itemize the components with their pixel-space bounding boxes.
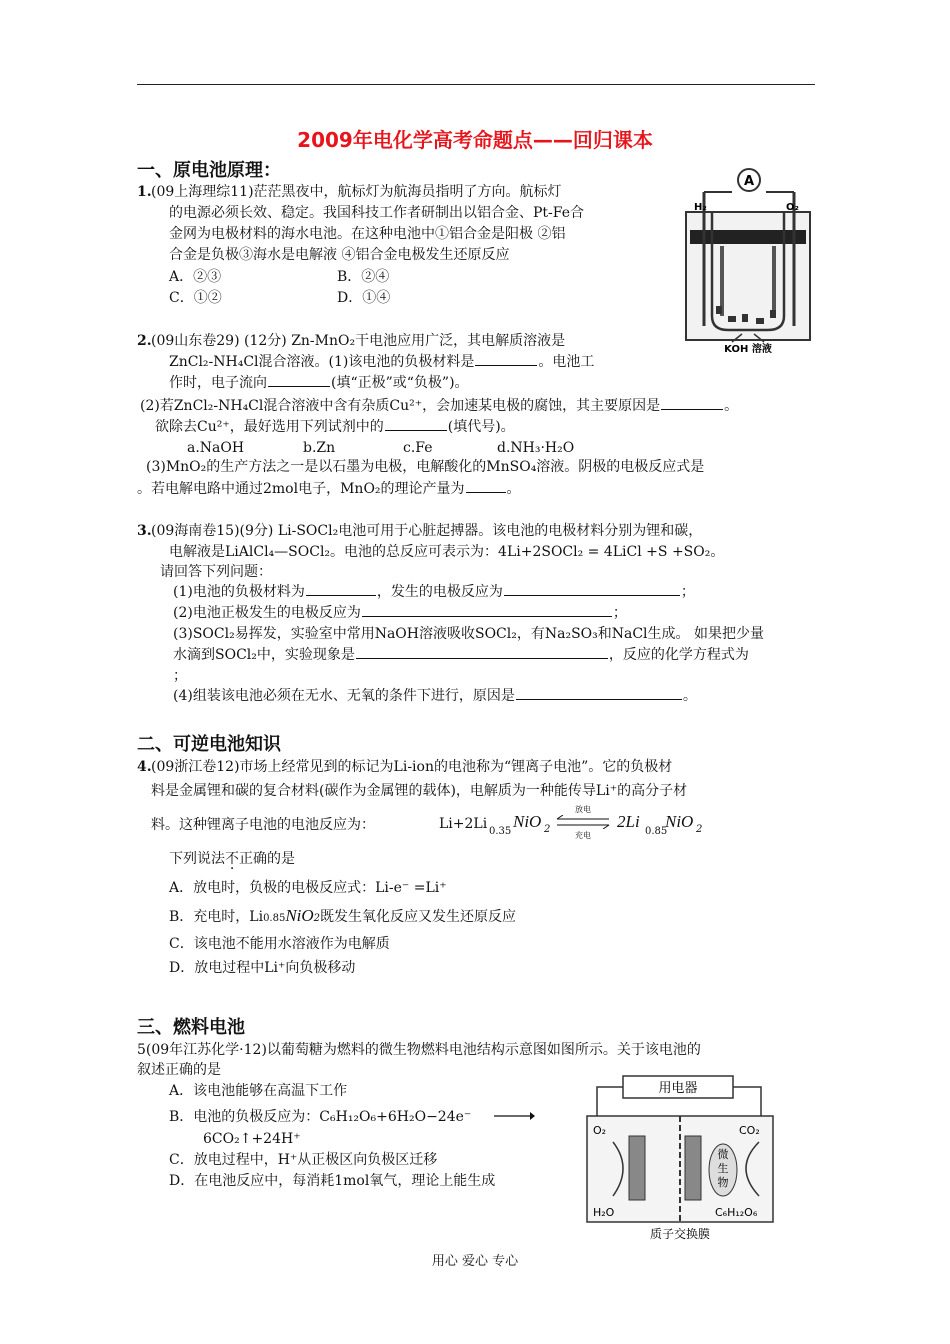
option-b: B．电池的负极反应为：C₆H₁₂O₆+6H₂O−24e⁻ <box>169 1109 472 1125</box>
q2-line: 作时，电子流向 (填“正极”或“负极”)。 <box>169 375 469 391</box>
o2-label: O₂ <box>593 1124 607 1137</box>
q5-line: 5(09年江苏化学·12)以葡萄糖为燃料的微生物燃料电池结构示意图如图所示。关于该电池的 <box>137 1042 701 1058</box>
q4-line: 料。这种锂离子电池的电池反应为： <box>151 817 375 833</box>
option-d: D．放电过程中Li⁺向负极移动 <box>169 960 356 976</box>
glucose-label: C₆H₁₂O₆ <box>715 1206 758 1219</box>
option-d: D．在电池反应中，每消耗1mol氧气，理论上能生成 <box>169 1173 496 1189</box>
eq-nio: NiO <box>513 812 542 831</box>
q2-line: 欲除去Cu²⁺，最好选用下列试剂中的 (填代号)。 <box>155 419 515 435</box>
option-c: c.Fe <box>403 440 433 456</box>
q3-line: ； <box>173 668 187 684</box>
option-b: B．②④ <box>337 269 390 285</box>
option-b-continued: 6CO₂↑+24H⁺ <box>203 1131 301 1147</box>
option-c: C．①② <box>169 290 222 306</box>
q3-line: 电解液是LiAlCl₄—SOCl₂。电池的总反应可表示为：4Li+2SOCl₂ = 4LiCl +S +SO₂。 <box>169 544 725 560</box>
h2-label: H₂ <box>694 202 707 213</box>
q5-line: 叙述正确的是 <box>137 1062 221 1078</box>
option-d: d.NH₃·H₂O <box>497 440 575 456</box>
o2-label: O₂ <box>786 202 799 213</box>
q1-line: 金网为电极材料的海水电池。在这种电池中①铝合金是阳极 ②铝 <box>169 226 566 242</box>
q1-line: 的电源必须长效、稳定。我国科技工作者研制出以铝合金、Pt-Fe合 <box>169 205 585 221</box>
section-heading-1: 一、原电池原理： <box>137 160 281 181</box>
q4-line: 料是金属锂和碳的复合材料(碳作为金属锂的载体)，电解质为一种能传导Li⁺的高分子材 <box>151 783 688 799</box>
q3-line: (4)组装该电池必须在无水、无氧的条件下进行，原因是 。 <box>173 688 697 704</box>
koh-label: KOH 溶液 <box>724 344 772 354</box>
option-d: D．①④ <box>337 290 391 306</box>
q2-line: ZnCl₂-NH₄Cl混合溶液。(1)该电池的负极材料是 。电池工 <box>169 354 595 370</box>
q1-line: 合金是负极③海水是电解液 ④铝合金电极发生还原反应 <box>169 247 510 263</box>
question-number: 1. <box>137 184 152 200</box>
q2-line: (09山东卷29) (12分) Zn-MnO₂干电池应用广泛，其电解质溶液是 <box>151 333 566 349</box>
reversible-arrow-icon <box>553 815 613 829</box>
option-a: A．放电时，负极的电极反应式：Li-e⁻ =Li⁺ <box>169 880 447 896</box>
option-a: A．该电池能够在高温下工作 <box>169 1083 348 1099</box>
q3-line: (09海南卷15)(9分) Li-SOCl₂电池可用于心脏起搏器。该电池的电极材料分别为锂和碳， <box>151 523 703 539</box>
fuel-cell-figure <box>682 166 814 354</box>
option-a: a.NaOH <box>187 440 245 456</box>
section-heading-3: 三、燃料电池 <box>137 1017 245 1038</box>
q2-line: 。若电解电路中通过2mol电子，MnO₂的理论产量为 。 <box>137 481 521 497</box>
question-number: 3. <box>137 523 152 539</box>
eq-charge-label: 充电 <box>575 831 591 840</box>
beaker-lid <box>690 230 806 244</box>
microbial-fuel-cell-figure <box>583 1072 777 1242</box>
co2-label: CO₂ <box>739 1124 760 1137</box>
h2o-label: H₂O <box>593 1206 615 1219</box>
anode <box>685 1136 701 1200</box>
option-b: B．充电时，Li0.85NiO2既发生氧化反应又发生还原反应 <box>169 906 517 925</box>
eq-sub1: 0.35 <box>489 826 512 837</box>
device-label: 用电器 <box>658 1081 698 1096</box>
eq-nio-sub: 2 <box>544 824 551 835</box>
cathode <box>629 1136 645 1200</box>
eq-nio-sub: 2 <box>696 824 703 835</box>
micro-label: 微 <box>717 1148 729 1161</box>
page-footer: 用心 爱心 专心 <box>431 1254 519 1269</box>
top-rule <box>137 84 815 85</box>
q2-line: (3)MnO₂的生产方法之一是以石墨为电极，电解酸化的MnSO₄溶液。阴极的电极反应式是 <box>146 459 705 475</box>
micro-label: 物 <box>717 1176 729 1189</box>
q3-line: (1)电池的负极材料为 ，发生的电极反应为 ； <box>173 584 695 600</box>
q3-line: (3)SOCl₂易挥发，实验室中常用NaOH溶液吸收SOCl₂，有Na₂SO₃和NaCl生成。 如果把少量 <box>173 626 764 642</box>
option-a: A．②③ <box>169 269 222 285</box>
membrane-label: 质子交换膜 <box>649 1227 711 1241</box>
micro-label: 生 <box>717 1162 729 1175</box>
eq-left: Li+2Li <box>439 816 488 832</box>
q4-line: (09浙江卷12)市场上经常见到的标记为Li-ion的电池称为“锂离子电池”。它的负极材 <box>151 759 673 775</box>
eq-discharge-label: 放电 <box>575 805 591 814</box>
question-number: 2. <box>137 333 152 349</box>
arrow-icon <box>492 1110 536 1122</box>
option-b: b.Zn <box>303 440 336 456</box>
section-heading-2: 二、可逆电池知识 <box>137 734 281 755</box>
q3-line: 请回答下列问题： <box>160 564 272 580</box>
q3-line: 水滴到SOCl₂中，实验现象是 ，反应的化学方程式为 <box>173 647 749 663</box>
eq-right: 2Li <box>617 812 640 831</box>
option-c: C．放电过程中，H⁺从正极区向负极区迁移 <box>169 1152 438 1168</box>
ammeter-label: A <box>743 174 755 189</box>
eq-sub2: 0.85 <box>645 826 668 837</box>
q1-line: (09上海理综11)茫茫黑夜中，航标灯为航海员指明了方向。航标灯 <box>151 184 562 200</box>
option-c: C．该电池不能用水溶液作为电解质 <box>169 936 390 952</box>
page-title: 2009年电化学高考命题点——回归课本 <box>297 128 653 152</box>
eq-nio: NiO <box>665 812 694 831</box>
question-number: 4. <box>137 759 152 775</box>
q3-line: (2)电池正极发生的电极反应为 ； <box>173 605 627 621</box>
battery-equation <box>439 806 709 842</box>
q4-line: 下列说法不正确的是 <box>169 851 295 867</box>
q2-line: (2)若ZnCl₂-NH₄Cl混合溶液中含有杂质Cu²⁺，会加速某电极的腐蚀，其主要原因是 。 <box>140 398 739 414</box>
